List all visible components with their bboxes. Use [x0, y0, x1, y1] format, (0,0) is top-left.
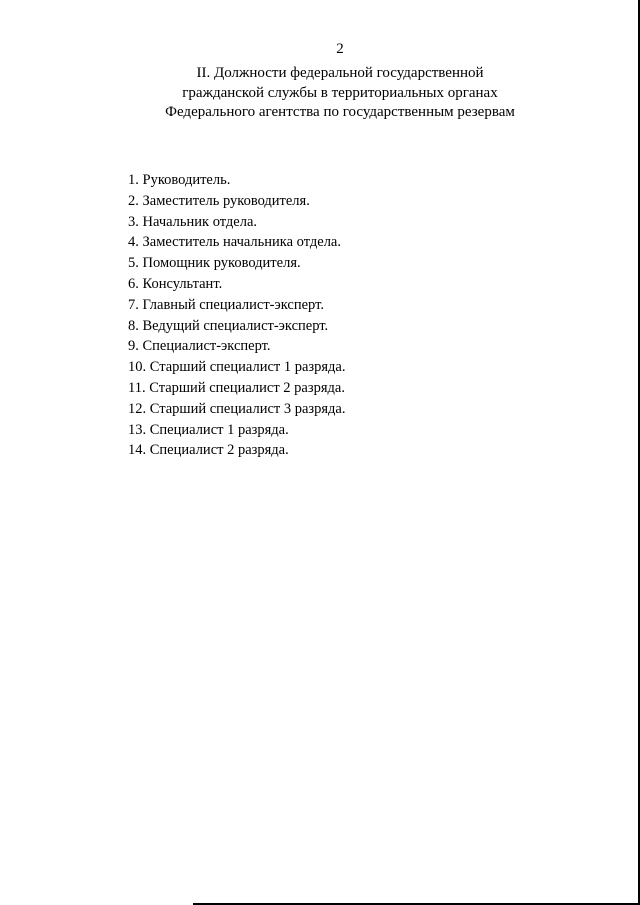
- section-title-line: Федерального агентства по государственным резервам: [165, 104, 515, 120]
- position-item: 9. Специалист-эксперт.: [128, 338, 271, 355]
- position-item: 3. Начальник отдела.: [128, 213, 258, 230]
- position-item: 12. Старший специалист 3 разряда.: [128, 400, 346, 417]
- position-item: 10. Старший специалист 1 разряда.: [128, 359, 346, 376]
- page-number: 2: [336, 41, 344, 57]
- position-item: 6. Консультант.: [128, 275, 223, 292]
- position-item: 13. Специалист 1 разряда.: [128, 421, 289, 438]
- position-item: 5. Помощник руководителя.: [128, 255, 301, 272]
- section-title: [0, 64, 640, 123]
- position-item: 7. Главный специалист-эксперт.: [128, 296, 324, 313]
- position-item: 2. Заместитель руководителя.: [128, 192, 310, 209]
- position-item: 1. Руководитель.: [128, 172, 231, 188]
- section-title-line: гражданской службы в территориальных органах: [182, 84, 498, 101]
- position-item: 11. Старший специалист 2 разряда.: [128, 379, 345, 396]
- position-item: 4. Заместитель начальника отдела.: [128, 234, 341, 251]
- section-title-line: II. Должности федеральной государственной: [196, 65, 484, 81]
- position-item: 14. Специалист 2 разряда.: [128, 442, 289, 459]
- positions-list: [128, 170, 346, 461]
- position-item: 8. Ведущий специалист-эксперт.: [128, 317, 329, 334]
